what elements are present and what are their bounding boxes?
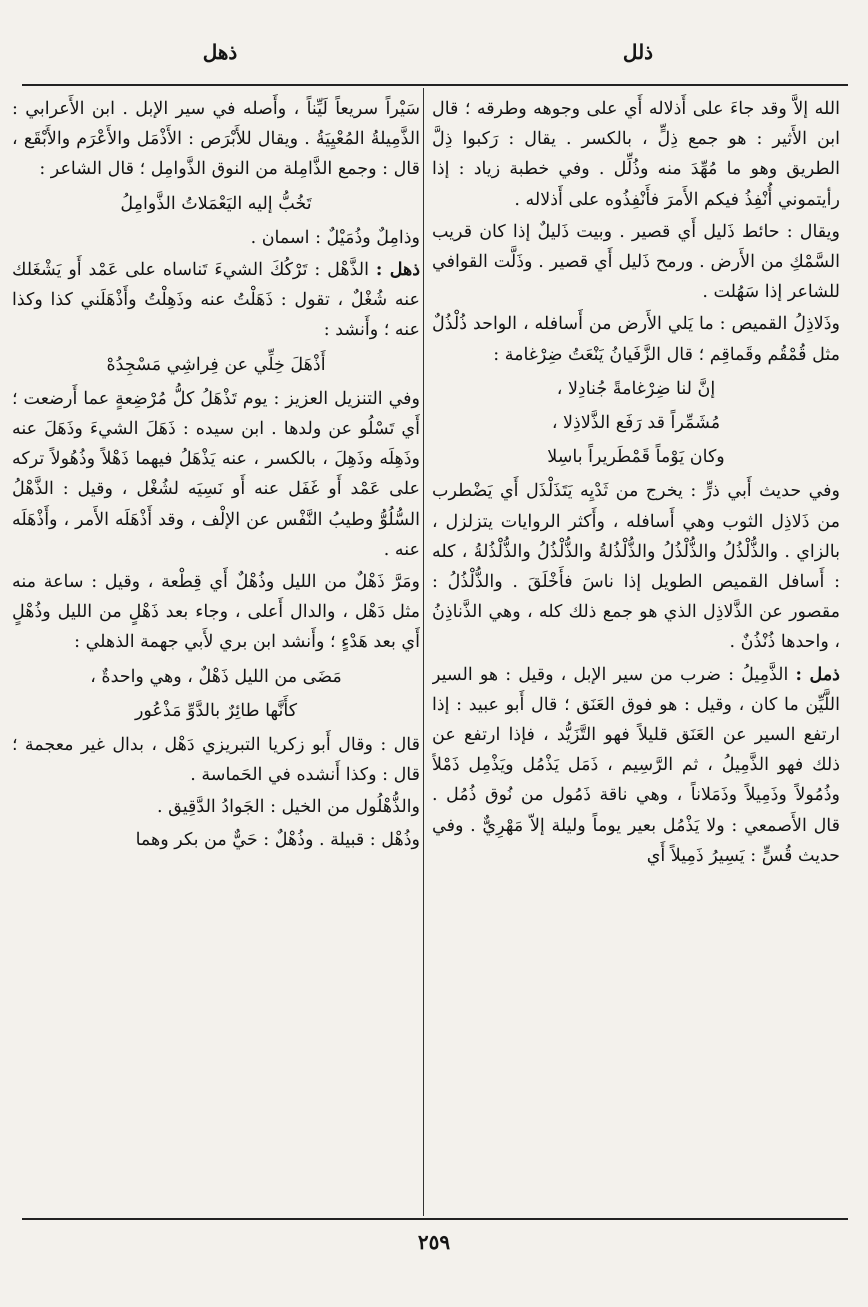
- verse-line: كأَنَّها طائِرٌ بالدَّوِّ مَذْعُور: [134, 700, 298, 721]
- entry-paragraph: وذُهْل : قبيلة . وذُهْلٌ : حَيٌّ من بكر وهما: [135, 829, 420, 850]
- verse-line: تَخُبُّ إليه اليَعْمَلاتُ الذَّوامِلُ: [120, 193, 312, 214]
- entry-paragraph: ومَرَّ ذَهْلٌ من الليل وذُهْلٌ أَي قِطْعة ، وقيل : ساعة منه مثل دَهْل ، والدال أَعلى ، وجاء بعد ذَهْلٍ من الليل وذُهْلٍ أَي بعد هَدْءٍ ؛ وأَنشد ابن بري لأَبي جهمة الذهلي :: [12, 572, 420, 653]
- entry-paragraph: ويقال : حائط ذَليل أَي قصير . وبيت ذَليلٌ إذا كان قريب السَّمْكِ من الأَرض . ورمح ذَليل أَي قصير . وذَلَّت القوافي للشاعر إذا سَهُلت .: [432, 221, 840, 303]
- entry-text: الذَّمِيلُ : ضرب من سير الإبل ، وقيل : هو السير اللَّيِّن ما كان ، وقيل : هو فوق العَنَق ؛ قال أَبو عبيد : إذا ارتفع السير عن العَنَق قليلاً فهو التَّزَيُّد ، فإذا ارتفع عن ذلك فهو الذَّمِيلُ ، ثم الرَّسِيم ، ذَمَل يَذْمُل ويَذْمِل ذَمْلاً وذُمُولاً وذَمِيلاً وذَمَلاناً ، وهي ناقة ذَمُول من نُوق ذُمُل . قال الأَصمعي : ولا يَذْمُل بعير يوماً وليلة إلاّ مَهْرِيٌّ . وفي حديث قُسٍّ : يَسِيرُ ذَمِيلاً أَي: [432, 664, 840, 866]
- entry-paragraph: وفي التنزيل العزيز : يوم تَذْهَلُ كلُّ مُرْضِعةٍ عما أَرضعت ؛ أَي تَسْلُو عن ولدها . ابن سيده : ذَهَلَ الشيءَ وذَهَلَ عنه وذَهِلَه وذَهِلَ ، بالكسر ، عنه يَذْهَلُ فيهما ذَهْلاً وذُهُولاً تركه على عَمْد أَو غَفَل عنه أَو نَسِيَه لشُغْل ، وقيل : الذَّهْلُ السُّلُوُّ وطيبُ النَّفْس عن الإلْف ، وقد أَذْهَلَه الأَمر ، وأَذْهَلَه عنه .: [12, 388, 420, 560]
- top-rule: [22, 84, 848, 86]
- verse-line: مَضَى من الليل ذَهْلٌ ، وهي واحدةٌ ،: [90, 666, 342, 687]
- entry-paragraph: والذُّهْلُول من الخيل : الجَوادُ الدَّقِيق .: [157, 797, 420, 818]
- verse-line: مُشَمِّراً قد رَفَع الذَّلاذِلا ،: [551, 413, 721, 434]
- right-column: [432, 94, 840, 1212]
- entry-paragraph: [12, 255, 420, 346]
- verse-line: إنَّ لنا ضِرْغامةً جُنادِلا ،: [556, 378, 716, 399]
- verse-line: وكان يَوْماً قَمْطَريراً باسِلا: [547, 447, 725, 468]
- page-number: ٢٥٩: [417, 1230, 451, 1254]
- verse-line: أَذْهَلَ خِلِّي عن فِراشِي مَسْجِدُهْ: [106, 354, 326, 375]
- entry-paragraph: سَيْراً سريعاً لَيِّناً ، وأَصله في سير الإبل . ابن الأَعرابي : الذَّمِيلةُ المُعْيِيَةُ . ويقال للأَبْرَص : الأَذْمَل والأَعْرَم والأَبْقَع ، قال : وجمع الذَّامِلة من النوق الذَّوامِل ؛ قال الشاعر :: [12, 99, 420, 180]
- bottom-rule: [22, 1218, 848, 1220]
- entry-paragraph: وفي حديث أَبي ذرٍّ : يخرج من ثَدْيِه يَتَذَلْذَل أَي يَضْطرب من ذَلاذِل الثوب وهي أَسافله ، وأَكثر الروايات يتزلزل ، بالزاي . والذُّلْذُلُ والذُّلْذُلُ والذُّلْذُلةُ والذُّلْذُلُ والذُّلْذُلةُ ، كله : أَسافل القميص الطويل إذا ناسَ فأَخْلَقَ . والذُّلْذُلُ : مقصور عن الذَّلاذِل الذي هو جمع ذلك كله ، وهي الذَّناذِنُ ، واحدها ذُنْذُنٌ .: [432, 481, 840, 653]
- root-heading: ذمل :: [795, 664, 840, 685]
- entry-text: الذَّهْل : تَرْكُكَ الشيءَ تَناساه على عَمْد أَو يَشْغَلك عنه شُغْلٌ ، تقول : ذَهَلْتُ عنه وذَهِلْتُ وأَذْهَلَني كذا وكذا عنه ؛ وأَنشد :: [12, 260, 420, 341]
- entry-paragraph: [432, 660, 840, 871]
- root-heading: ذهل :: [375, 260, 420, 281]
- header-root-right: ذلل: [622, 40, 654, 64]
- header-root-left: ذهل: [202, 40, 238, 64]
- entry-paragraph: وذامِلٌ وذُمَيْلٌ : اسمان .: [250, 227, 420, 248]
- column-divider: [423, 88, 424, 1216]
- left-column: [12, 94, 420, 1212]
- entry-paragraph: وذَلاذِلُ القميص : ما يَلي الأَرض من أَسافله ، الواحد ذُلْذُلٌ مثل قُمْقُم وقَماقِم ؛ قال الزَّفَيانُ يَنْعَتُ ضِرْغامة :: [432, 314, 840, 365]
- entry-paragraph: قال : وقال أَبو زكريا التبريزي دَهْل ، بدال غير معجمة ؛ قال : وكذا أَنشده في الحَماسة .: [12, 735, 420, 786]
- entry-paragraph: الله إلاَّ وقد جاءَ على أَذلاله أَي على وجوهه وطرقه ؛ قال ابن الأَثير : هو جمع ذِلٍّ ، بالكسر . يقال : رَكبوا ذِلَّ الطريق وهو ما مُهِّدَ منه وذُلِّل . وفي خطبة زياد : إذا رأيتموني أُنْفِذُ فيكم الأَمرَ فأَنْفِذُوه على أَذلاله .: [432, 99, 840, 210]
